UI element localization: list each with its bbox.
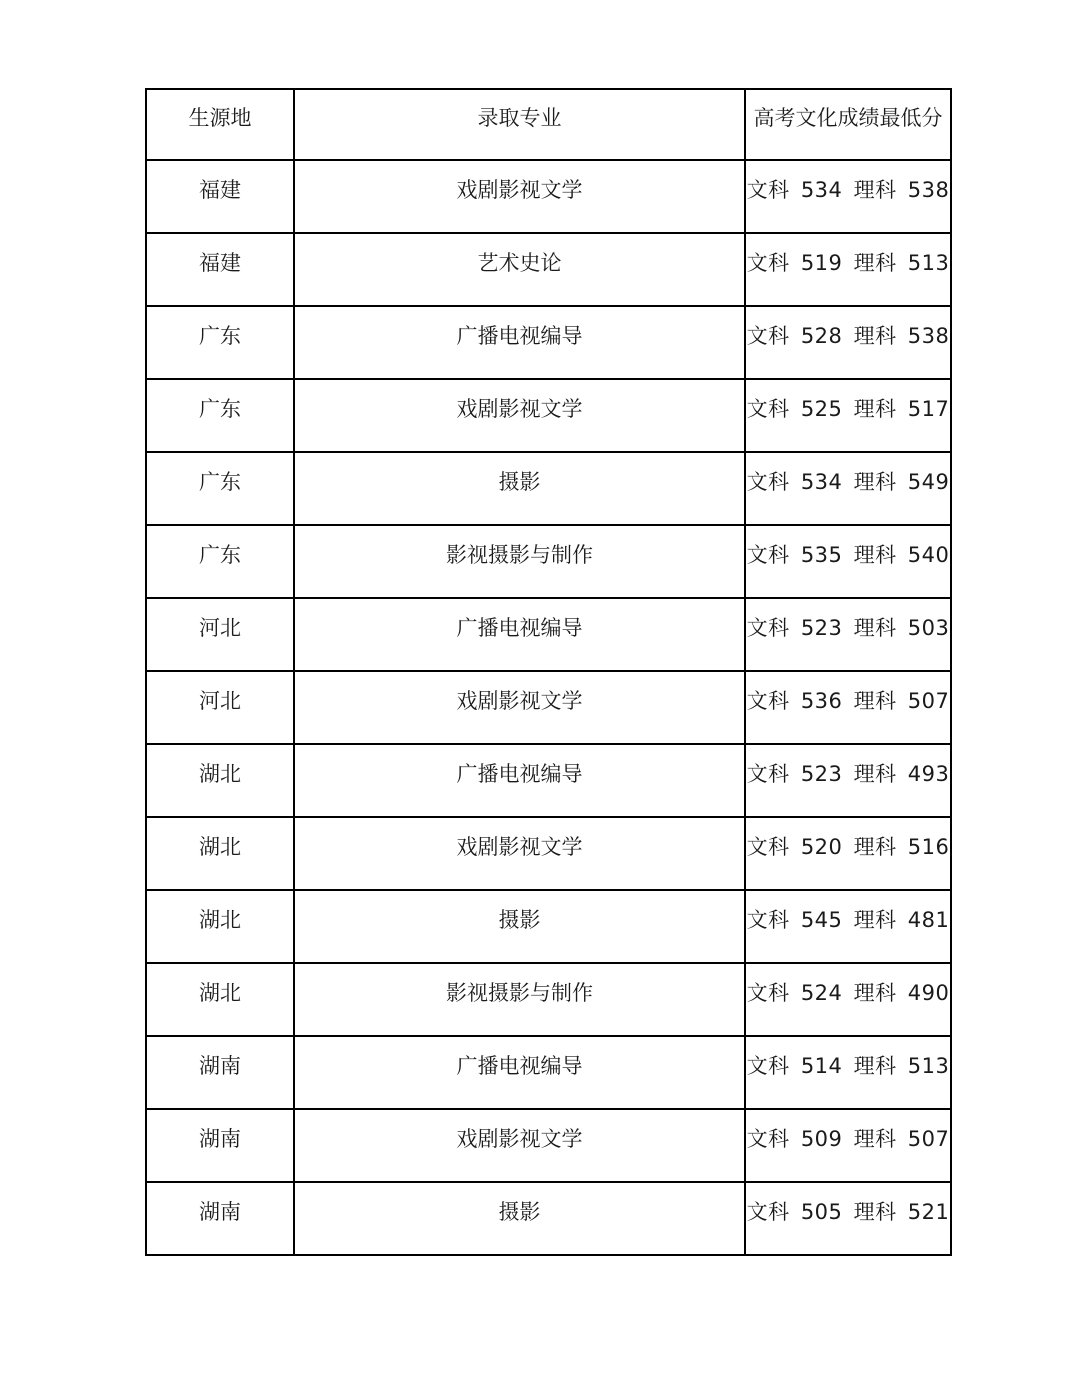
origin-cell: 广东 [146,452,294,525]
table-row [146,233,951,306]
admission-score-table [145,88,952,1256]
table-row [146,963,951,1036]
major-cell: 摄影 [294,452,745,525]
origin-cell: 湖南 [146,1109,294,1182]
score-cell: 文科 525 理科 517 [745,379,951,452]
table-row [146,744,951,817]
table-row [146,817,951,890]
score-cell: 文科 545 理科 481 [745,890,951,963]
score-cell: 文科 523 理科 493 [745,744,951,817]
table-row [146,160,951,233]
major-cell: 戏剧影视文学 [294,379,745,452]
table-row [146,1109,951,1182]
major-cell: 广播电视编导 [294,744,745,817]
score-cell: 文科 514 理科 513 [745,1036,951,1109]
major-cell: 摄影 [294,1182,745,1255]
major-cell: 广播电视编导 [294,306,745,379]
score-cell: 文科 509 理科 507 [745,1109,951,1182]
origin-cell: 广东 [146,306,294,379]
score-cell: 文科 519 理科 513 [745,233,951,306]
score-cell: 文科 534 理科 538 [745,160,951,233]
major-cell: 戏剧影视文学 [294,160,745,233]
origin-cell: 湖北 [146,890,294,963]
table-row [146,598,951,671]
major-cell: 戏剧影视文学 [294,817,745,890]
table-row [146,1036,951,1109]
major-cell: 广播电视编导 [294,598,745,671]
table-row [146,452,951,525]
score-cell: 文科 520 理科 516 [745,817,951,890]
origin-cell: 福建 [146,233,294,306]
origin-cell: 湖南 [146,1036,294,1109]
origin-cell: 广东 [146,525,294,598]
header-row [146,89,951,160]
origin-cell: 湖南 [146,1182,294,1255]
score-cell: 文科 534 理科 549 [745,452,951,525]
table-body [146,160,951,1255]
major-cell: 广播电视编导 [294,1036,745,1109]
table-row [146,525,951,598]
major-cell: 摄影 [294,890,745,963]
score-cell: 文科 528 理科 538 [745,306,951,379]
score-cell: 文科 523 理科 503 [745,598,951,671]
table-row [146,306,951,379]
table-row [146,671,951,744]
score-cell: 文科 505 理科 521 [745,1182,951,1255]
header-min-score: 高考文化成绩最低分 [745,89,951,160]
origin-cell: 湖北 [146,817,294,890]
header-major: 录取专业 [294,89,745,160]
origin-cell: 湖北 [146,963,294,1036]
origin-cell: 河北 [146,598,294,671]
score-cell: 文科 535 理科 540 [745,525,951,598]
table-row [146,379,951,452]
header-origin: 生源地 [146,89,294,160]
major-cell: 影视摄影与制作 [294,963,745,1036]
origin-cell: 福建 [146,160,294,233]
major-cell: 戏剧影视文学 [294,1109,745,1182]
major-cell: 艺术史论 [294,233,745,306]
score-cell: 文科 536 理科 507 [745,671,951,744]
table-row [146,890,951,963]
major-cell: 戏剧影视文学 [294,671,745,744]
origin-cell: 广东 [146,379,294,452]
score-cell: 文科 524 理科 490 [745,963,951,1036]
table-header [146,89,951,160]
origin-cell: 河北 [146,671,294,744]
origin-cell: 湖北 [146,744,294,817]
table-row [146,1182,951,1255]
major-cell: 影视摄影与制作 [294,525,745,598]
